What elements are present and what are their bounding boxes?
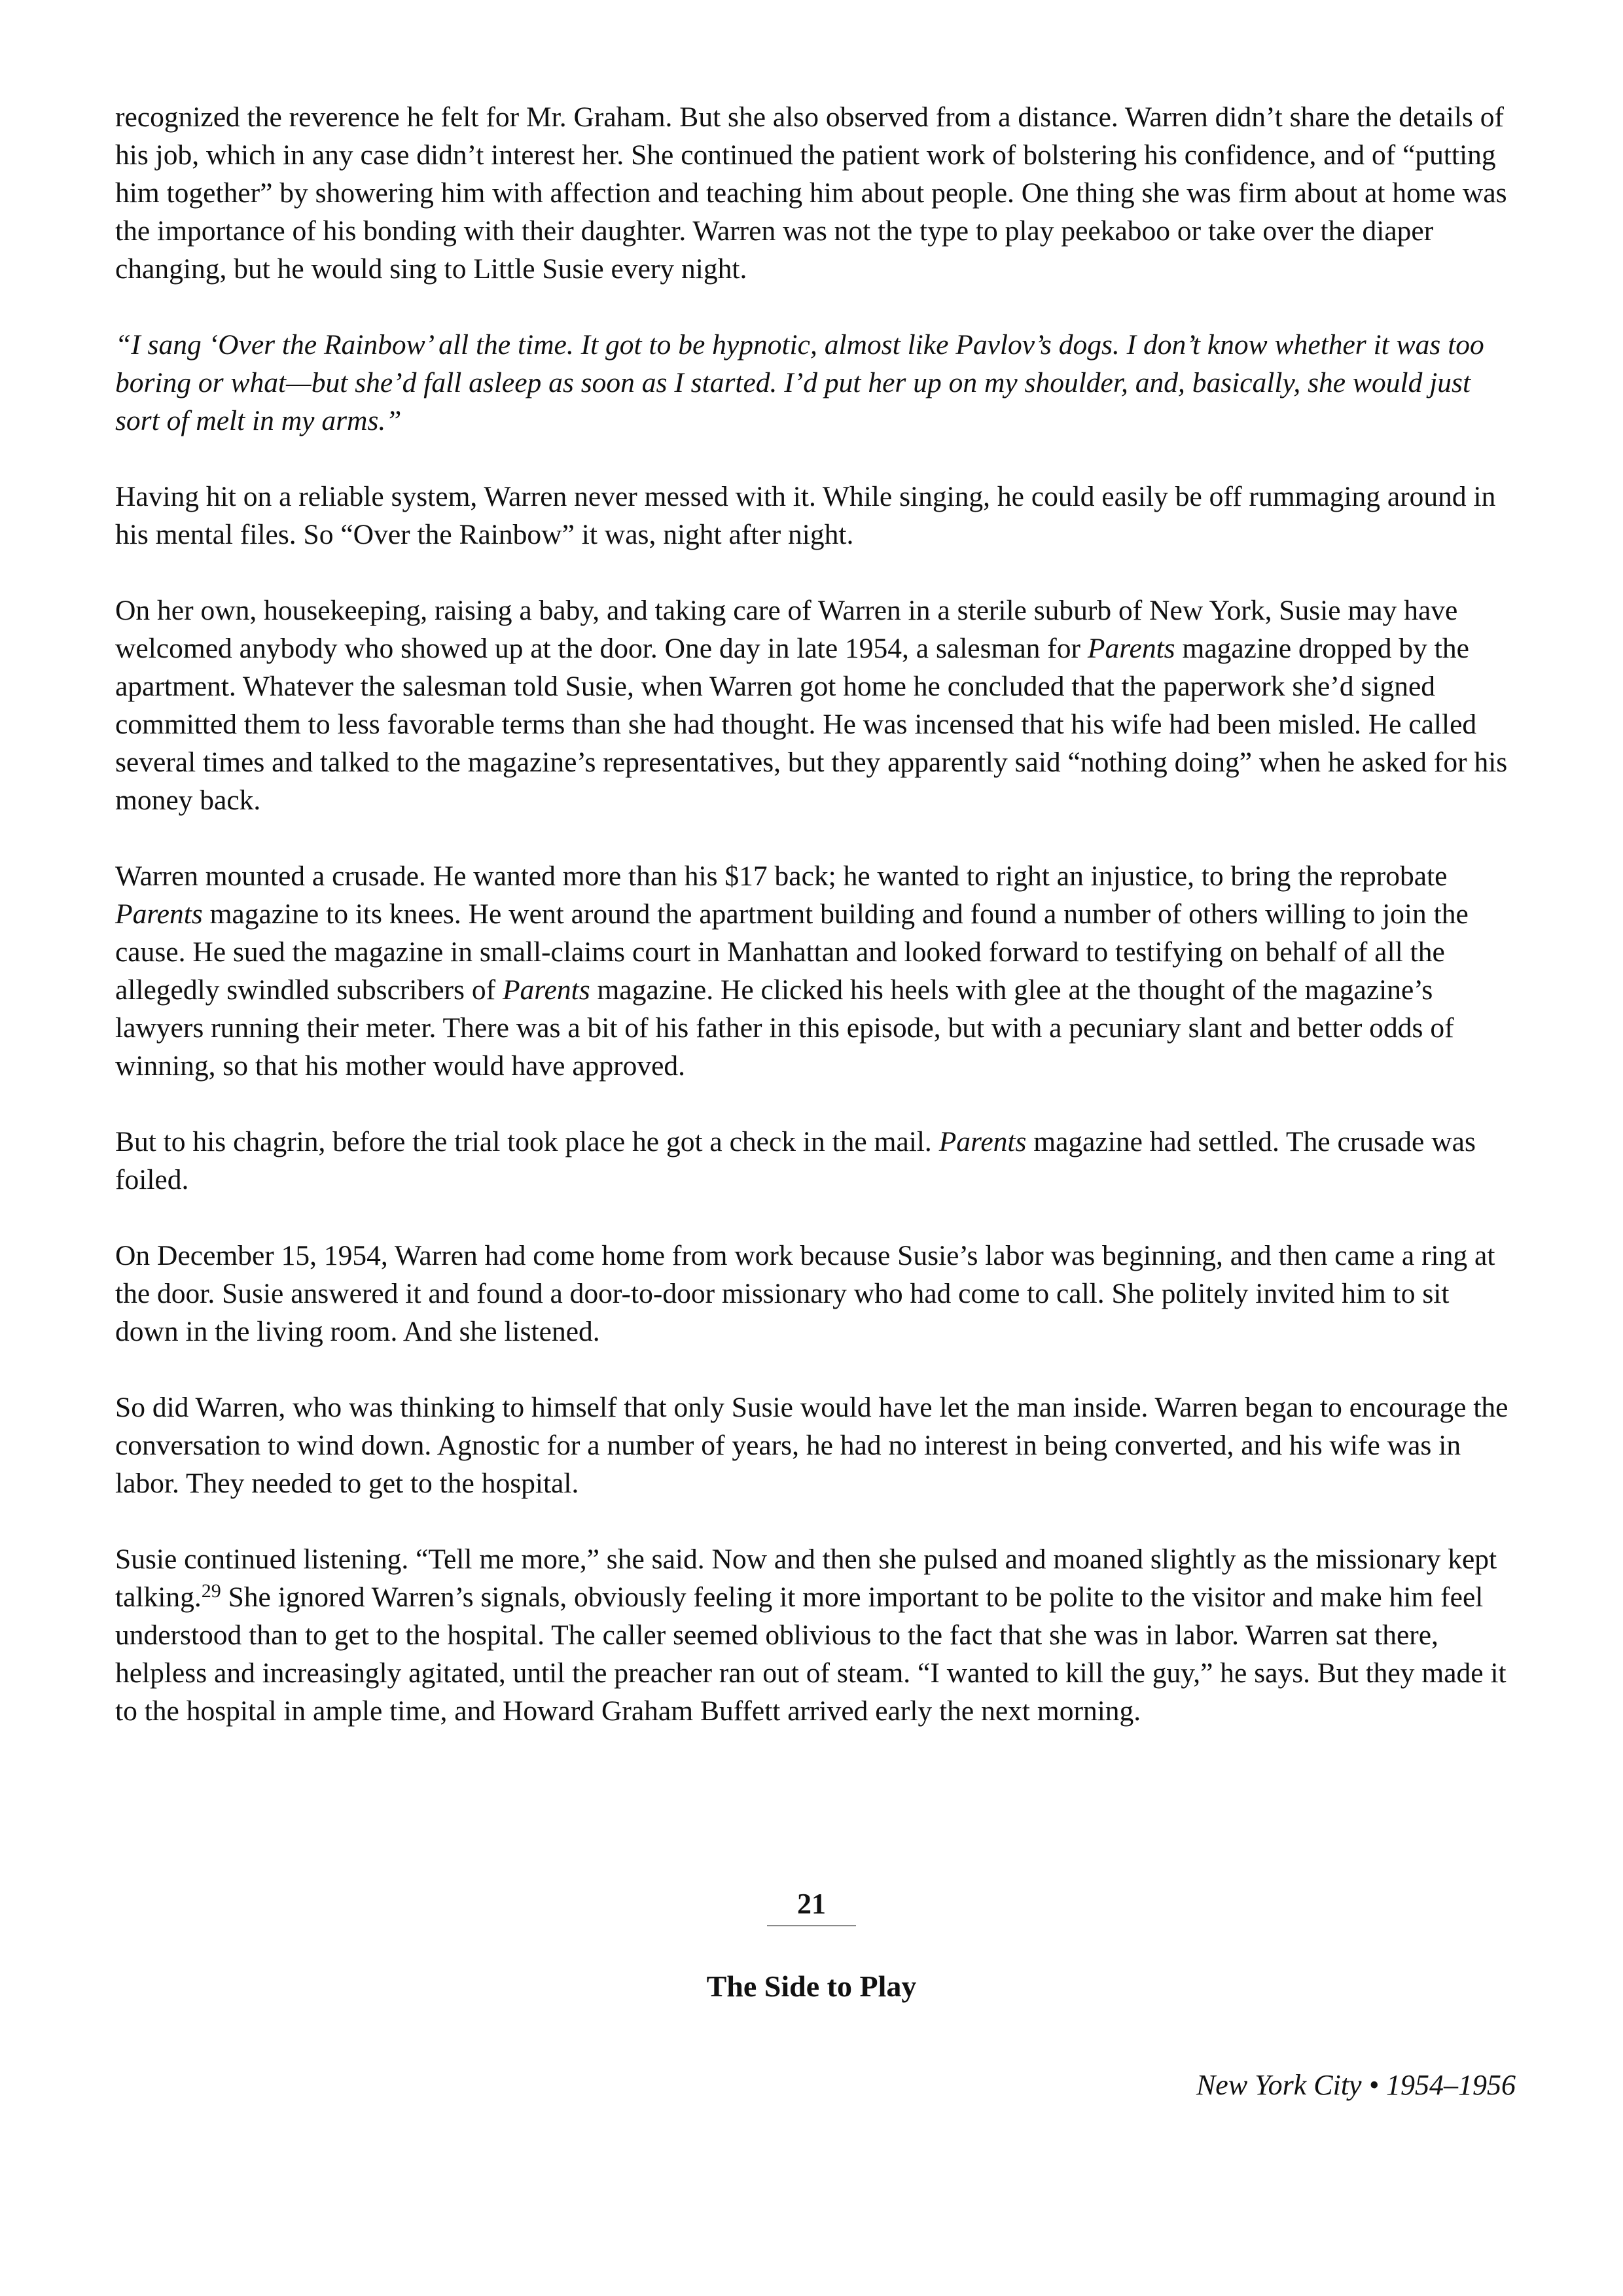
magazine-title: Parents bbox=[115, 898, 203, 930]
paragraph: Warren mounted a crusade. He wanted more than his $17 back; he wanted to right an injustice, to bring the reprobate Parents magazine to its knees. He went around the apartment building and found a number of others willing to join the cause. He sued the magazine in small-claims court in Manhattan and looked forward to testifying on behalf of all the allegedly swindled subscribers of Parents magazine. He clicked his heels with glee at the thought of the magazine’s lawyers running their meter. There was a bit of his father in this episode, but with a pecuniary slant and better odds of winning, so that his mother would have approved. bbox=[115, 860, 1469, 1082]
paragraph: So did Warren, who was thinking to himself that only Susie would have let the man inside. Warren began to encourage the conversation to wind down. Agnostic for a number of years, he had no interest in being converted, and his wife was in labor. They needed to get to the hospital. bbox=[115, 1392, 1508, 1499]
magazine-title: Parents bbox=[938, 1126, 1027, 1157]
paragraph: Having hit on a reliable system, Warren never messed with it. While singing, he could easily be off rummaging around in his mental files. So “Over the Rainbow” it was, night after night. bbox=[115, 481, 1496, 550]
chapter-number: 21 bbox=[767, 1886, 856, 1926]
paragraph: But to his chagrin, before the trial took place he got a check in the mail. Parents magazine had settled. The crusade was foiled. bbox=[115, 1126, 1476, 1195]
chapter-location: New York City • 1954–1956 bbox=[1196, 2069, 1516, 2101]
magazine-title: Parents bbox=[1087, 633, 1175, 664]
chapter-title: The Side to Play bbox=[706, 1969, 917, 2003]
chapter-heading bbox=[0, 1886, 1623, 2006]
magazine-title: Parents bbox=[502, 974, 590, 1006]
paragraph: On December 15, 1954, Warren had come home from work because Susie’s labor was beginning, and then came a ring at the door. Susie answered it and found a door-to-door missionary who had come to call. She politely invited him to sit down in the living room. And she listened. bbox=[115, 1240, 1495, 1347]
paragraph: recognized the reverence he felt for Mr. Graham. But she also observed from a distance. Warren didn’t share the details of his job, which in any case didn’t interest her. She continued the patient work of bolstering his confidence, and of “putting him together” by showering him with affection and teaching him about people. One thing she was firm about at home was the importance of his bonding with their daughter. Warren was not the type to play peekaboo or take over the diaper changing, but he would sing to Little Susie every night. bbox=[115, 101, 1507, 285]
paragraph: On her own, housekeeping, raising a baby, and taking care of Warren in a sterile suburb of New York, Susie may have welcomed anybody who showed up at the door. One day in late 1954, a salesman for Parents magazine dropped by the apartment. Whatever the salesman told Susie, when Warren got home he concluded that the paperwork she’d signed committed them to less favorable terms than she had thought. He was incensed that his wife had been misled. He called several times and talked to the magazine’s representatives, but they apparently said “nothing doing” when he asked for his money back. bbox=[115, 595, 1508, 816]
block-quote: “I sang ‘Over the Rainbow’ all the time. It got to be hypnotic, almost like Pavlov’s dogs. I don’t know whether it was too boring or what—but she’d fall asleep as soon as I started. I’d put her up on my shoulder, and, basically, she would just sort of melt in my arms.” bbox=[115, 329, 1484, 436]
body-text bbox=[115, 98, 1516, 1768]
paragraph: Susie continued listening. “Tell me more,” she said. Now and then she pulsed and moaned slightly as the missionary kept talking.$^{29}$ She ignored Warren’s signals, obviously feeling it more important to be polite to the visitor and make him feel understood than to get to the hospital. The caller seemed oblivious to the fact that she was in labor. Warren sat there, helpless and increasingly agitated, until the preacher ran out of steam. “I wanted to kill the guy,” he says. But they made it to the hospital in ample time, and Howard Graham Buffett arrived early the next morning. bbox=[115, 1544, 1507, 1727]
footnote-marker[interactable]: 29 bbox=[201, 1580, 221, 1602]
